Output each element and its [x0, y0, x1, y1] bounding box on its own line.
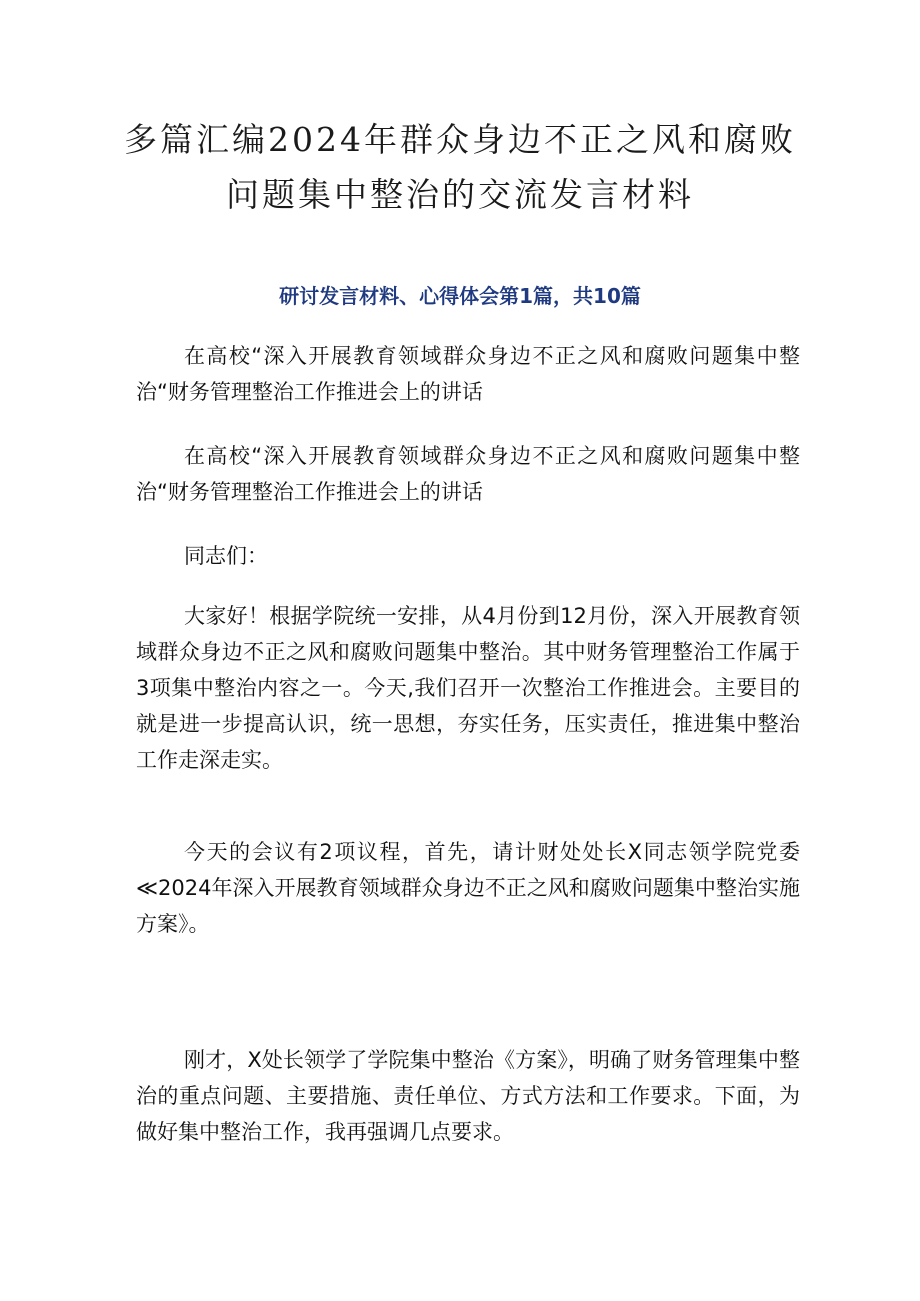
paragraph-agenda: 今天的会议有2项议程，首先，请计财处处长X同志领学院党委≪2024年深入开展教育领域群众身边不正之风和腐败问题集中整治实施方案》。 [136, 840, 800, 936]
document-title-line-2: 问题集中整治的交流发言材料 [226, 175, 694, 214]
paragraph-speech-title-1: 在高校“深入开展教育领域群众身边不正之风和腐败问题集中整治“财务管理整治工作推进会上的讲话 [136, 344, 800, 404]
document-title-line-1: 多篇汇编2024年群众身边不正之风和腐败 [124, 120, 796, 159]
paragraph-salutation: 同志们： [184, 544, 268, 568]
paragraph-speech-title-2: 在高校“深入开展教育领域群众身边不正之风和腐败问题集中整治“财务管理整治工作推进会上的讲话 [136, 444, 800, 504]
document-title [110, 112, 810, 222]
paragraph-requirements-intro: 刚才，X处长领学了学院集中整治《方案》，明确了财务管理集中整治的重点问题、主要措施、责任单位、方式方法和工作要求。下面，为做好集中整治工作，我再强调几点要求。 [136, 1048, 800, 1144]
section-heading: 研讨发言材料、心得体会第1篇，共10篇 [279, 284, 641, 308]
paragraph-opening: 大家好！根据学院统一安排，从4月份到12月份，深入开展教育领域群众身边不正之风和腐败问题集中整治。其中财务管理整治工作属于3项集中整治内容之一。今天,我们召开一次整治工作推进会。主要目的就是进一步提高认识，统一思想，夯实任务，压实责任，推进集中整治工作走深走实。 [136, 604, 800, 772]
